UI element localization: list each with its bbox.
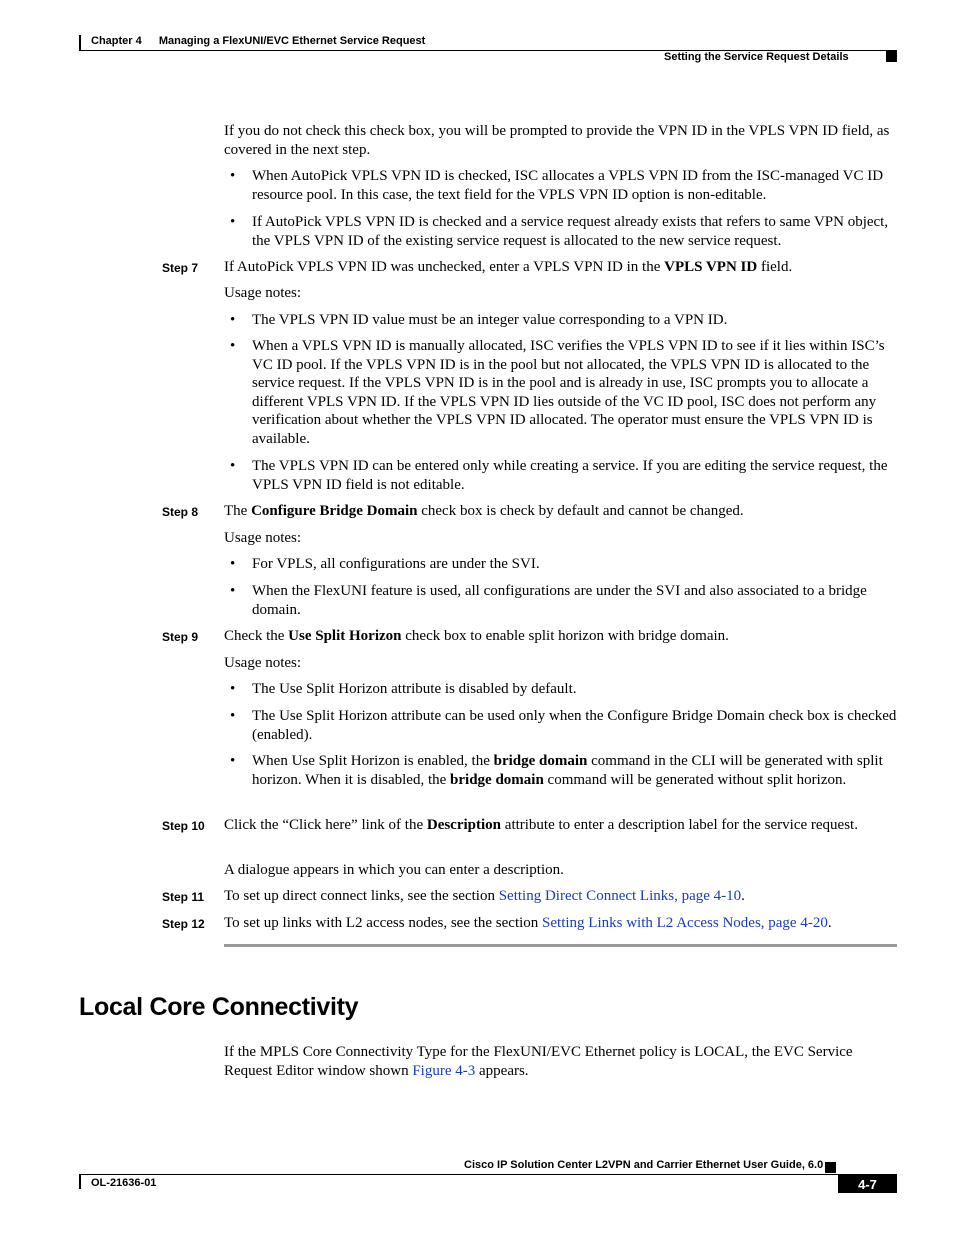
footer-rule — [79, 1174, 897, 1175]
footer-marker — [825, 1162, 836, 1173]
step-text: To set up links with L2 access nodes, see the section Setting Links with L2 Access Nodes, page 4-20. — [224, 915, 832, 931]
header-section: Setting the Service Request Details — [664, 51, 849, 63]
chapter-title: Managing a FlexUNI/EVC Ethernet Service Request — [158, 35, 426, 47]
usage-bullet: • The VPLS VPN ID value must be an integer value corresponding to a VPN ID. — [252, 311, 897, 330]
step-text: Check the Use Split Horizon check box to enable split horizon with bridge domain. — [224, 628, 729, 644]
usage-bullet: • The VPLS VPN ID can be entered only while creating a service. If you are editing the service request, the VPLS VPN ID field is not editable. — [252, 457, 897, 494]
step-text: To set up direct connect links, see the section Setting Direct Connect Links, page 4-10. — [224, 888, 745, 904]
cli-term: bridge domain — [450, 771, 544, 788]
step-label: Step 9 — [162, 630, 199, 644]
section-heading: Local Core Connectivity — [79, 993, 359, 1021]
cross-reference-link[interactable]: Setting Links with L2 Access Nodes, page 4-20 — [542, 915, 828, 931]
usage-notes-label: Usage notes: — [224, 655, 302, 671]
usage-bullet: • The Use Split Horizon attribute can be used only when the Configure Bridge Domain check box is checked (enabled). — [252, 707, 897, 744]
usage-bullet: • When Use Split Horizon is enabled, the bridge domain command in the CLI will be generated with split horizon. When it is disabled, the bridge domain command will be generated without split horizon. — [252, 752, 897, 789]
step-text: Click the “Click here” link of the Description attribute to enter a description label for the service request. — [224, 817, 858, 833]
step-text: If AutoPick VPLS VPN ID was unchecked, enter a VPLS VPN ID in the VPLS VPN ID field. — [224, 259, 793, 275]
page-number: 4-7 — [838, 1174, 897, 1193]
footer-left-bar — [79, 1174, 81, 1189]
usage-bullet: • When the FlexUNI feature is used, all configurations are under the SVI and also associated to a bridge domain. — [252, 582, 897, 619]
procedure-end-rule — [224, 944, 897, 947]
chapter-label: Chapter 4 — [91, 35, 142, 47]
footer-doc-id: OL-21636-01 — [91, 1177, 157, 1189]
intro-bullet: • When AutoPick VPLS VPN ID is checked, ISC allocates a VPLS VPN ID from the ISC-managed VC ID resource pool. In this case, the text field for the VPLS VPN ID option is non-editable. — [252, 167, 897, 204]
usage-bullet: • When a VPLS VPN ID is manually allocated, ISC verifies the VPLS VPN ID to see if it lies within ISC’s VC ID pool. If the VPLS VPN ID is in the pool but not allocated, the VPLS VPN ID is allocated to the service request. If the VPLS VPN ID is in the pool and is already in use, ISC prompts you to allocate a different VPLS VPN ID. If the VPLS VPN ID lies outside of the VC ID pool, ISC does not perform any verification about whether the VPLS VPN ID allocated. The operator must ensure the VPLS VPN ID is available. — [252, 337, 897, 448]
step-label: Step 7 — [162, 261, 199, 275]
cross-reference-link[interactable]: Setting Direct Connect Links, page 4-10 — [498, 888, 742, 904]
step-label: Step 8 — [162, 505, 199, 519]
header-marker — [886, 51, 897, 62]
usage-notes-label: Usage notes: — [224, 285, 302, 301]
step-text: The Configure Bridge Domain check box is check by default and cannot be changed. — [224, 503, 744, 519]
section-paragraph: If the MPLS Core Connectivity Type for the FlexUNI/EVC Ethernet policy is LOCAL, the EVC Service Request Editor window shown Figure 4-3 appears. — [224, 1044, 853, 1079]
intro-bullet: • If AutoPick VPLS VPN ID is checked and a service request already exists that refers to same VPN object, the VPLS VPN ID of the existing service request is allocated to the new service request. — [252, 213, 897, 250]
header-left-bar — [79, 35, 81, 50]
cli-term: bridge domain — [493, 753, 588, 769]
ui-term: Use Split Horizon — [288, 628, 402, 644]
ui-term: Description — [426, 817, 502, 833]
header-chapter — [91, 35, 425, 47]
usage-bullet: • For VPLS, all configurations are under the SVI. — [252, 555, 897, 574]
usage-notes-label: Usage notes: — [224, 530, 302, 546]
footer-guide-title: Cisco IP Solution Center L2VPN and Carrier Ethernet User Guide, 6.0 — [464, 1159, 824, 1171]
ui-term: VPLS VPN ID — [664, 259, 758, 275]
intro-paragraph: If you do not check this check box, you will be prompted to provide the VPN ID in the VPLS VPN ID field, as covered in the next step. — [224, 123, 890, 158]
step-label: Step 10 — [162, 819, 205, 833]
usage-bullet: • The Use Split Horizon attribute is disabled by default. — [252, 680, 897, 699]
step-note: A dialogue appears in which you can enter a description. — [224, 862, 564, 878]
figure-link[interactable]: Figure 4-3 — [412, 1062, 476, 1079]
step-label: Step 12 — [162, 917, 205, 931]
ui-term: Configure Bridge Domain — [251, 503, 418, 519]
step-label: Step 11 — [162, 890, 205, 904]
